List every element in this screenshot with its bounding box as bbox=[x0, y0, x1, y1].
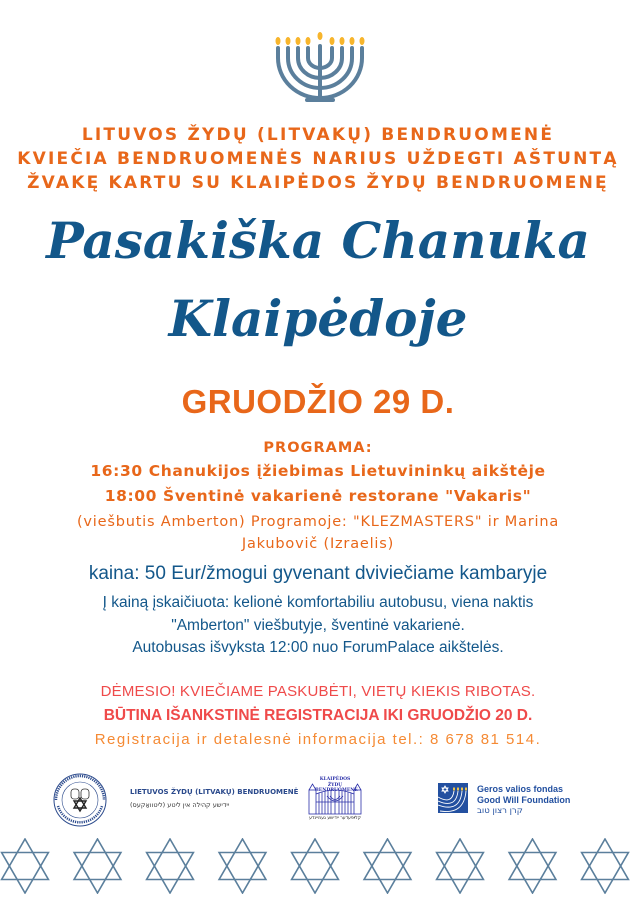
ljb-logo bbox=[52, 772, 299, 828]
event-title-line1: Pasakiška Chanuka bbox=[46, 211, 590, 270]
klaipeda-community-logo bbox=[305, 776, 365, 824]
event-date: GRUODŽIO 29 D. bbox=[181, 383, 455, 420]
contact-info: Registracija ir detalesnė informacija tel.: 8 678 81 514. bbox=[94, 731, 542, 748]
star-of-david-icon bbox=[74, 839, 121, 893]
star-of-david-icon bbox=[147, 839, 194, 893]
klaipeda-logo-title-line: BENDRUOMENĖ bbox=[315, 788, 358, 793]
registration-deadline: BŪTINA IŠANKSTINĖ REGISTRACIJA IKI GRUODŽIO 20 D. bbox=[103, 707, 533, 724]
invitation-line: ŽVAKĘ KARTU SU KLAIPĖDOS ŽYDŲ BENDRUOMENĘ bbox=[27, 173, 609, 193]
invitation-line: KVIEČIA BENDRUOMENĖS NARIUS UŽDEGTI AŠTUNTĄ bbox=[17, 149, 619, 169]
invitation-line: LITUVOS ŽYDŲ (LITVAKŲ) BENDRUOMENĖ bbox=[81, 125, 555, 145]
price-detail-line: Į kainą įskaičiuota: kelionė komfortabiliu autobusu, viena naktis bbox=[102, 594, 534, 611]
star-of-david-icon bbox=[509, 839, 556, 893]
price-details bbox=[0, 592, 636, 660]
star-of-david-icon bbox=[437, 839, 484, 893]
star-of-david-row bbox=[0, 838, 636, 894]
klaipeda-logo-title bbox=[315, 777, 358, 794]
star-of-david-icon bbox=[2, 839, 49, 893]
community-seal-icon bbox=[52, 772, 108, 828]
good-will-mark-icon bbox=[438, 783, 468, 813]
program-item: 18:00 Šventinė vakarienė restorane "Vakaris" bbox=[104, 487, 532, 505]
star-of-david-icon bbox=[292, 839, 339, 893]
star-of-david-icon bbox=[582, 839, 629, 893]
star-of-david-icon bbox=[364, 839, 411, 893]
klaipeda-logo-title-line: KLAIPĖDOS ŽYDŲ bbox=[319, 777, 351, 788]
good-will-foundation-logo bbox=[438, 780, 578, 820]
program-note-line: Jakubovič (Izraelis) bbox=[241, 536, 395, 552]
program-note-line: (viešbutis Amberton) Programoje: "KLEZMASTERS" ir Marina bbox=[76, 514, 560, 530]
star-of-david-icon bbox=[219, 839, 266, 893]
program-heading: PROGRAMA: bbox=[263, 440, 373, 456]
good-will-name-lt: Geros valios fondas bbox=[477, 784, 564, 794]
price-text: kaina: 50 Eur/žmogui gyvenant dviviečiame kambaryje bbox=[88, 563, 548, 584]
good-will-name-he: קרן רצון טוב bbox=[477, 806, 523, 816]
event-title-line2: Klaipėdoje bbox=[168, 289, 468, 348]
menorah-icon bbox=[273, 14, 367, 106]
ljb-logo-yiddish: יידישע קהילה אין ליטע (ליטוואַקעס) bbox=[130, 801, 230, 809]
ljb-logo-name: LIETUVOS ŽYDŲ (LITVAKŲ) BENDRUOMENĖ bbox=[130, 788, 299, 796]
price-detail-line: Autobusas išvyksta 12:00 nuo ForumPalace aikštelės. bbox=[132, 639, 504, 656]
program-item: 16:30 Chanukijos įžiebimas Lietuvininkų aikštėje bbox=[90, 462, 546, 480]
klaipeda-logo-yiddish: קלײַפּעדער ייִדישע געמיינדע bbox=[309, 816, 361, 821]
invitation-text bbox=[0, 123, 636, 195]
price-detail-line: "Amberton" viešbutyje, šventinė vakarienė. bbox=[171, 616, 465, 634]
urgent-notice: DĖMESIO! KVIEČIAME PASKUBĖTI, VIETŲ KIEKIS RIBOTAS. bbox=[100, 683, 536, 700]
good-will-name-en: Good Will Foundation bbox=[477, 795, 571, 805]
program-note bbox=[0, 511, 636, 555]
